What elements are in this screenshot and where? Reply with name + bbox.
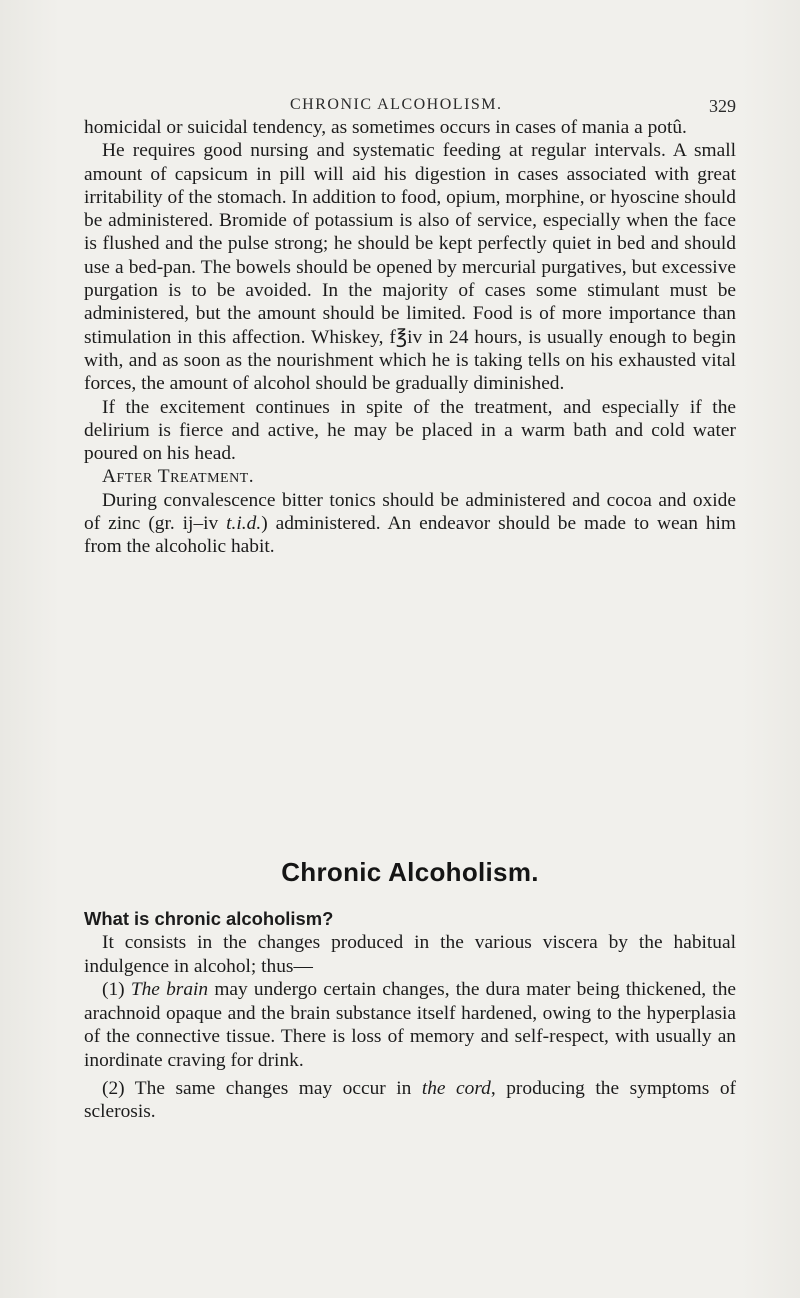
brain-term: The brain xyxy=(130,979,209,1001)
cord-term: the cord xyxy=(421,1077,491,1099)
page-number: 329 xyxy=(709,96,736,116)
paragraph-excitement: If the excitement continues in spite of the treatment, and especially if the delirium is fierce and active, he may be placed in a warm bath and cold water poured on his head. xyxy=(84,396,736,465)
chronic-alcoholism-section xyxy=(84,907,736,1124)
cord-number: (2) xyxy=(102,1077,135,1099)
paragraph-continuation: homicidal or suicidal tendency, as sometimes occurs in cases of mania a potû. xyxy=(84,117,687,138)
paragraph-convalescence xyxy=(84,489,736,559)
convalescence-dosage-abbrev: t.i.d. xyxy=(226,513,262,535)
treatment-section xyxy=(84,116,736,559)
running-title: CHRONIC ALCOHOLISM. xyxy=(290,96,503,113)
paragraph-definition: It consists in the changes produced in the various viscera by the habitual indulgence in alcohol; thus— xyxy=(84,932,736,977)
cord-text-a: The same changes may occur in xyxy=(134,1077,422,1099)
convalescence-text-a: During convalescence bitter tonics should be administered and cocoa and oxide of zinc (gr. ij–iv xyxy=(84,489,736,535)
convalescence-text-b: ) administered. An endeavor should be made to wean him from the alcoholic habit. xyxy=(84,513,736,558)
paragraph-brain xyxy=(84,978,736,1072)
brain-text: may undergo certain changes, the dura mater being thickened, the arachnoid opaque and the brain substance itself hardened, owing to the hyperplasia of the connective tissue. There is loss of memory and self-respect, with usually an inordinate craving for drink. xyxy=(84,979,736,1071)
cord-text-b: , producing the symptoms of sclerosis. xyxy=(84,1077,736,1123)
brain-number: (1) xyxy=(102,979,131,1001)
question-heading: What is chronic alcoholism? xyxy=(84,908,334,929)
chapter-heading: Chronic Alcoholism. xyxy=(281,857,539,887)
subheading-after-treatment: After Treatment. xyxy=(102,466,255,488)
paragraph-cord xyxy=(84,1077,736,1124)
paragraph-nursing: He requires good nursing and systematic feeding at regular intervals. A small amount of capsicum in pill will aid his digestion in cases associated with great irritability of the stomach. In addition to food, opium, morphine, or hyoscine should be administered. Bromide of potassium is also of service, especially when the face is flushed and the pulse strong; he should be kept perfectly quiet in bed and should use a bed-pan. The bowels should be opened by mercurial purgatives, but excessive purgation is to be avoided. In the majority of cases some stimulant must be administered, but the amount should be limited. Food is of more importance than stimulation in this affection. Whiskey, f℥iv in 24 hours, is usually enough to begin with, and as soon as the nourishment which he is taking tells on his exhausted vital forces, the amount of alcohol should be gradually diminished. xyxy=(84,140,736,395)
